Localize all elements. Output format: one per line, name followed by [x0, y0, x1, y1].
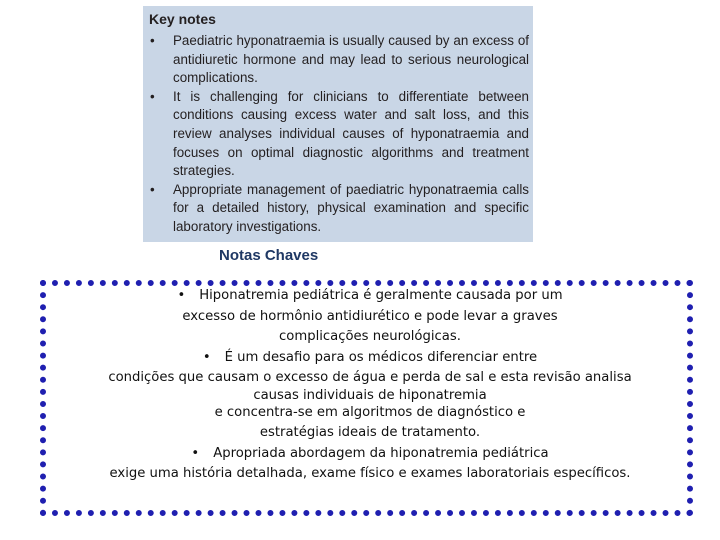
- key-note-text: It is challenging for clinicians to differentiate between conditions causing excess water and salt loss, and this review analyses individual causes of hyponatraemia and focuses on optimal diagnostic algorithms and treatment strategies.: [173, 88, 529, 179]
- caption-notas-chaves: Notas Chaves: [219, 247, 319, 264]
- key-note-text: Paediatric hyponatraemia is usually caused by an excess of antidiuretic hormone and may lead to serious neurological complications.: [173, 33, 529, 86]
- translation-line: condições que causam o excesso de água e perda de sal e esta revisão analisa: [108, 370, 632, 385]
- key-note-text: Appropriate management of paediatric hyponatraemia calls for a detailed history, physical examination and specific laboratory investigations.: [173, 181, 529, 234]
- translation-line: estratégias ideais de tratamento.: [259, 425, 481, 440]
- key-notes-title: Key notes: [149, 11, 216, 27]
- translation-line: e concentra-se em algoritmos de diagnóstico e: [214, 404, 526, 420]
- translation-line: exige uma história detalhada, exame físico e exames laboratoriais específicos.: [109, 466, 631, 481]
- translation-line: causas individuais de hiponatremia: [253, 387, 487, 403]
- key-note-item: [149, 181, 529, 237]
- key-note-item: [149, 88, 529, 181]
- translation-line: complicações neurológicas.: [279, 329, 461, 344]
- bullet-icon: •: [202, 349, 211, 365]
- translation-line: • Hiponatremia pediátrica é geralmente causada por um: [177, 288, 563, 303]
- bullet-icon: •: [150, 88, 155, 104]
- bullet-icon: •: [191, 445, 200, 461]
- translation-line: • Apropriada abordagem da hiponatremia pediátrica: [191, 445, 549, 461]
- translation-text: [60, 286, 680, 485]
- key-note-item: [149, 32, 529, 88]
- bullet-icon: •: [150, 181, 155, 197]
- bullet-icon: •: [177, 288, 186, 303]
- translation-line: excesso de hormônio antidiurético e pode levar a graves: [182, 308, 558, 324]
- translation-line: • É um desafio para os médicos diferenciar entre: [202, 349, 538, 365]
- key-notes-panel: [143, 6, 533, 242]
- bullet-icon: •: [150, 33, 155, 48]
